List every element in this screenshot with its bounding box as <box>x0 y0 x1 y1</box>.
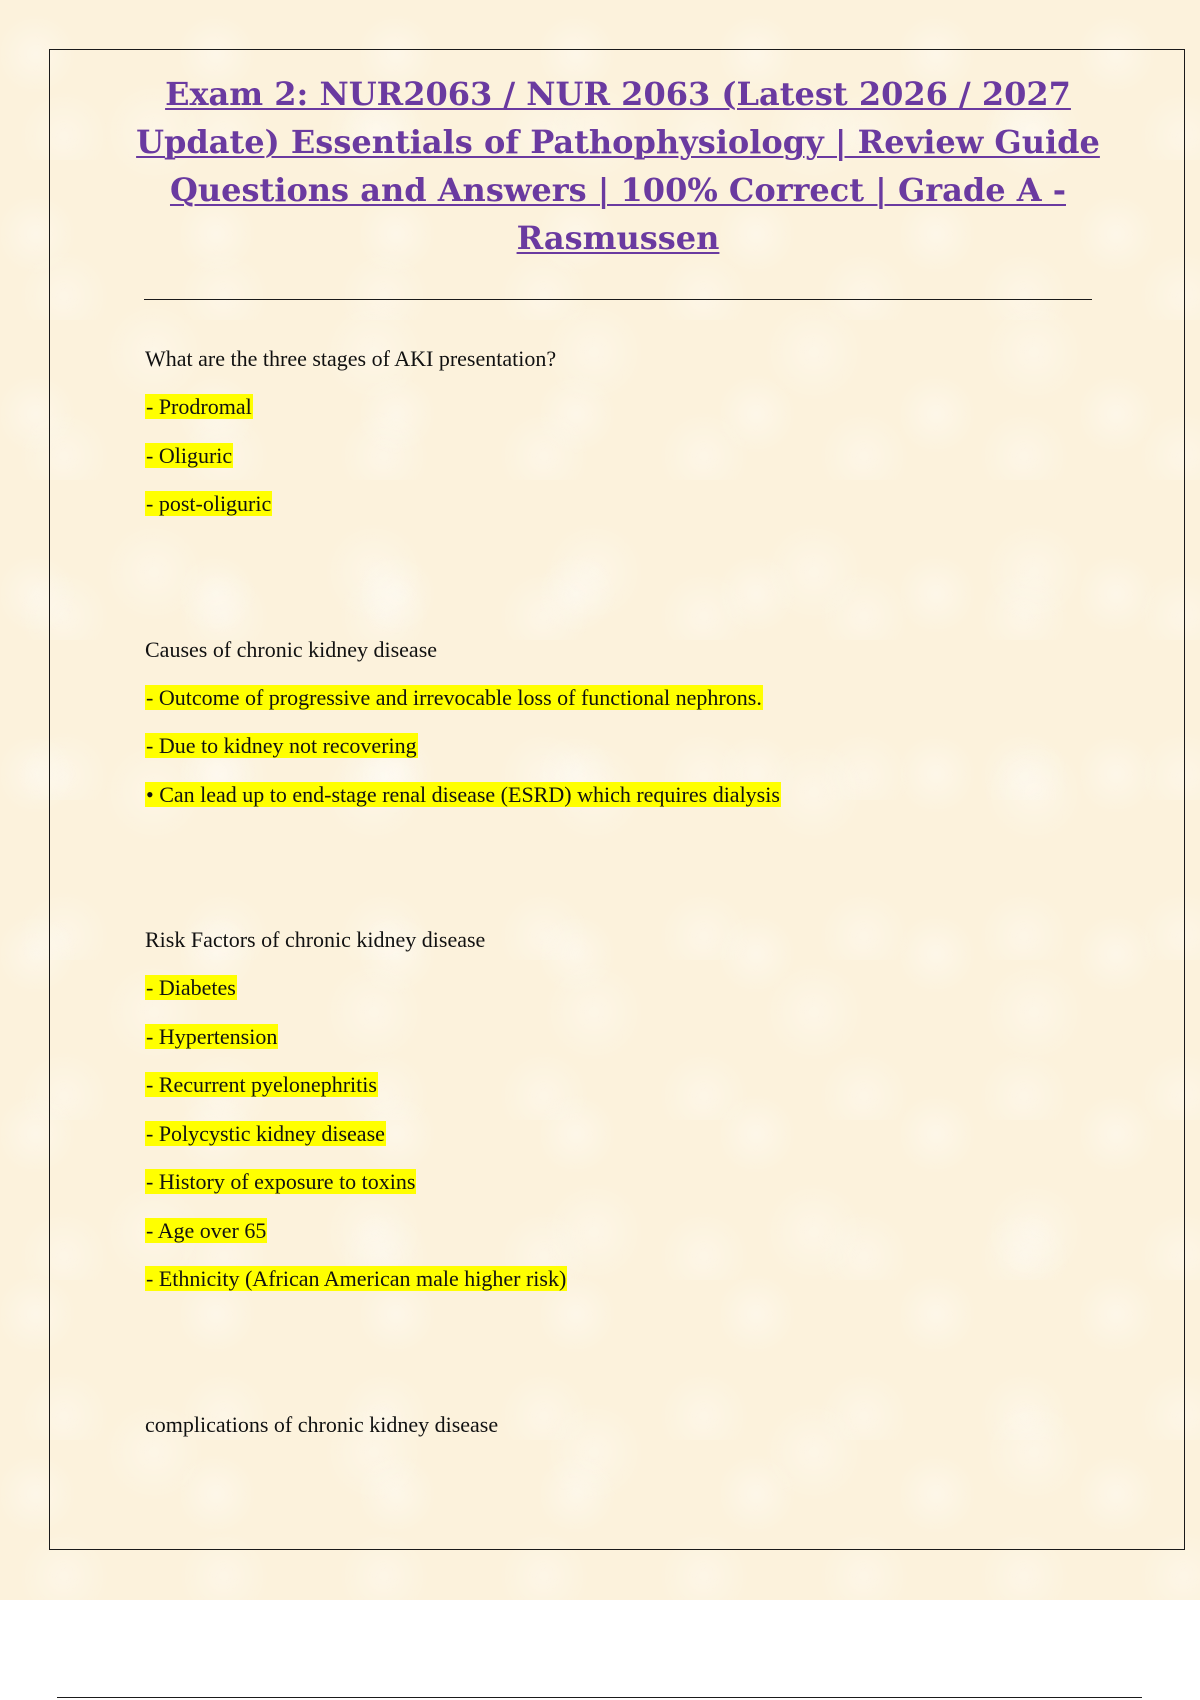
answer-item <box>145 393 1105 421</box>
answer-item <box>145 1023 1105 1051</box>
qa-section-ckd-causes <box>145 636 1105 809</box>
highlighted-answer: - Recurrent pyelonephritis <box>146 1072 377 1097</box>
question-text: Risk Factors of chronic kidney disease <box>145 927 486 952</box>
highlighted-answer: - Due to kidney not recovering <box>146 733 417 758</box>
section-spacer <box>145 1314 1105 1411</box>
answer-item <box>145 1168 1105 1196</box>
title-divider <box>144 299 1092 300</box>
qa-section-ckd-risk-factors <box>145 926 1105 1293</box>
highlighted-answer: - History of exposure to toxins <box>146 1169 416 1194</box>
highlighted-answer: - post-oliguric <box>146 491 272 516</box>
qa-section-aki-stages <box>145 345 1105 518</box>
section-spacer <box>145 539 1105 636</box>
answer-item <box>145 781 1105 809</box>
answer-item <box>145 1071 1105 1099</box>
highlighted-answer: - Age over 65 <box>146 1217 267 1243</box>
qa-content <box>145 345 1105 1459</box>
answer-item <box>145 1217 1105 1245</box>
footer-divider <box>57 1697 1142 1698</box>
qa-section-ckd-complications <box>145 1411 1105 1439</box>
highlighted-answer: - Outcome of progressive and irrevocable loss of functional nephrons. <box>146 684 762 710</box>
highlighted-answer: - Diabetes <box>146 975 236 1000</box>
highlighted-answer: - Oliguric <box>146 442 233 468</box>
answer-item <box>145 1265 1105 1293</box>
answer-item <box>145 684 1105 712</box>
highlighted-answer: - Hypertension <box>146 1023 278 1049</box>
section-spacer <box>145 829 1105 926</box>
answer-item <box>145 490 1105 518</box>
question-text: Causes of chronic kidney disease <box>145 636 438 662</box>
highlighted-answer: - Prodromal <box>146 394 252 419</box>
question-text: complications of chronic kidney disease <box>145 1411 499 1437</box>
highlighted-answer: - Polycystic kidney disease <box>146 1120 385 1146</box>
highlighted-answer: • Can lead up to end-stage renal disease (ESRD) which requires dialysis <box>146 781 780 807</box>
question-text: What are the three stages of AKI presentation? <box>145 346 557 371</box>
answer-item <box>145 442 1105 470</box>
highlighted-answer: - Ethnicity (African American male higher risk) <box>146 1266 567 1291</box>
document-title: Exam 2: NUR2063 / NUR 2063 (Latest 2026 / 2027 Update) Essentials of Pathophysiology | Review Guide Questions and Answers | 100% Correct | Grade A - Rasmussen <box>136 75 1100 257</box>
answer-item <box>145 974 1105 1002</box>
answer-item <box>145 732 1105 760</box>
answer-item <box>145 1120 1105 1148</box>
